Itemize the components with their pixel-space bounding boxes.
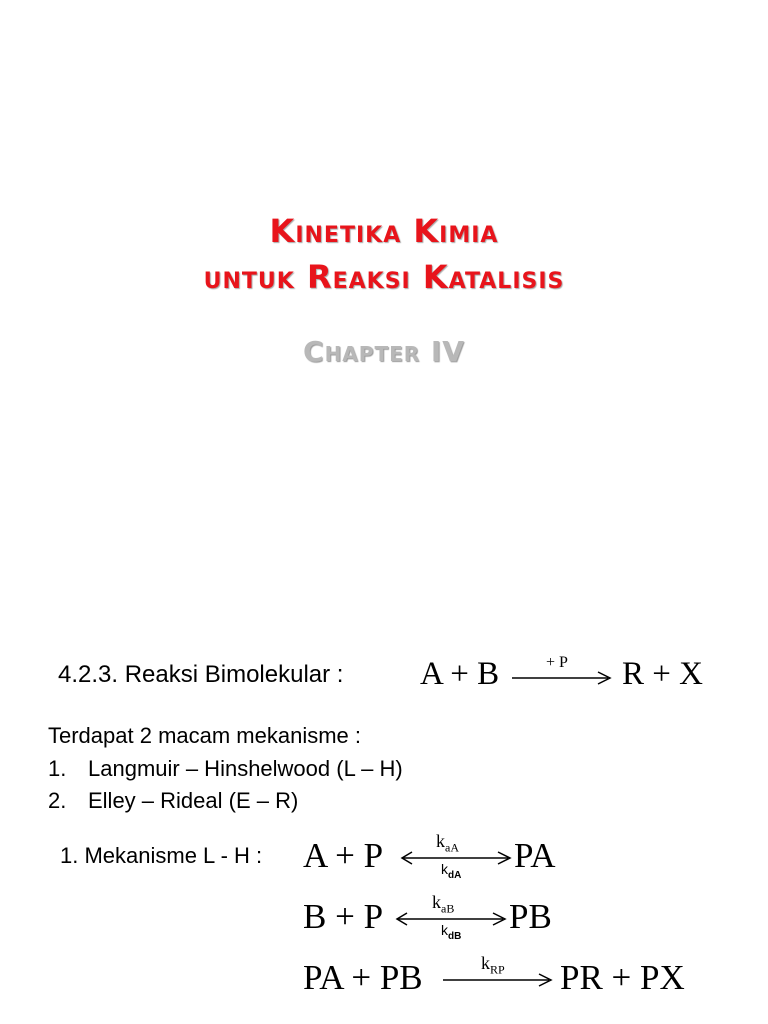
eq1-right: PA [514, 836, 556, 875]
eq1-k-top: $k_{aA}$ [436, 831, 459, 855]
title-line-1: Kinetika Kimia [269, 212, 499, 250]
subtitle: Chapter IV [303, 335, 465, 368]
eq3-right: PR + PX [560, 958, 685, 997]
eq3-left: PA + PB [303, 958, 423, 997]
list-item-2: Elley – Rideal (E – R) [88, 788, 299, 813]
eq2-right: PB [509, 897, 552, 936]
mechanism-label: 1. Mekanisme L - H : [60, 843, 263, 868]
list-number-1: 1. [48, 756, 67, 781]
intro-text: Terdapat 2 macam mekanisme : [48, 723, 362, 748]
eq1-left: A + P [303, 836, 384, 875]
list-item-1: Langmuir – Hinshelwood (L – H) [88, 756, 403, 781]
forward-arrow-icon [512, 668, 622, 688]
title-line-2: untuk Reaksi Katalisis [203, 258, 565, 296]
eq3-k-top: $k_{RP}$ [481, 953, 505, 977]
eq1-k-bottom: $k_{dA}$ [441, 861, 462, 881]
equation-right: R + X [622, 656, 703, 692]
eq2-k-bottom: $k_{dB}$ [441, 922, 462, 942]
section-label: 4.2.3. Reaksi Bimolekular : [58, 661, 344, 688]
eq2-left: B + P [303, 897, 384, 936]
list-number-2: 2. [48, 788, 67, 813]
equation-catalyst: + P [546, 654, 568, 671]
equation-left: A + B [420, 656, 500, 692]
eq2-k-top: $k_{aB}$ [432, 892, 455, 916]
